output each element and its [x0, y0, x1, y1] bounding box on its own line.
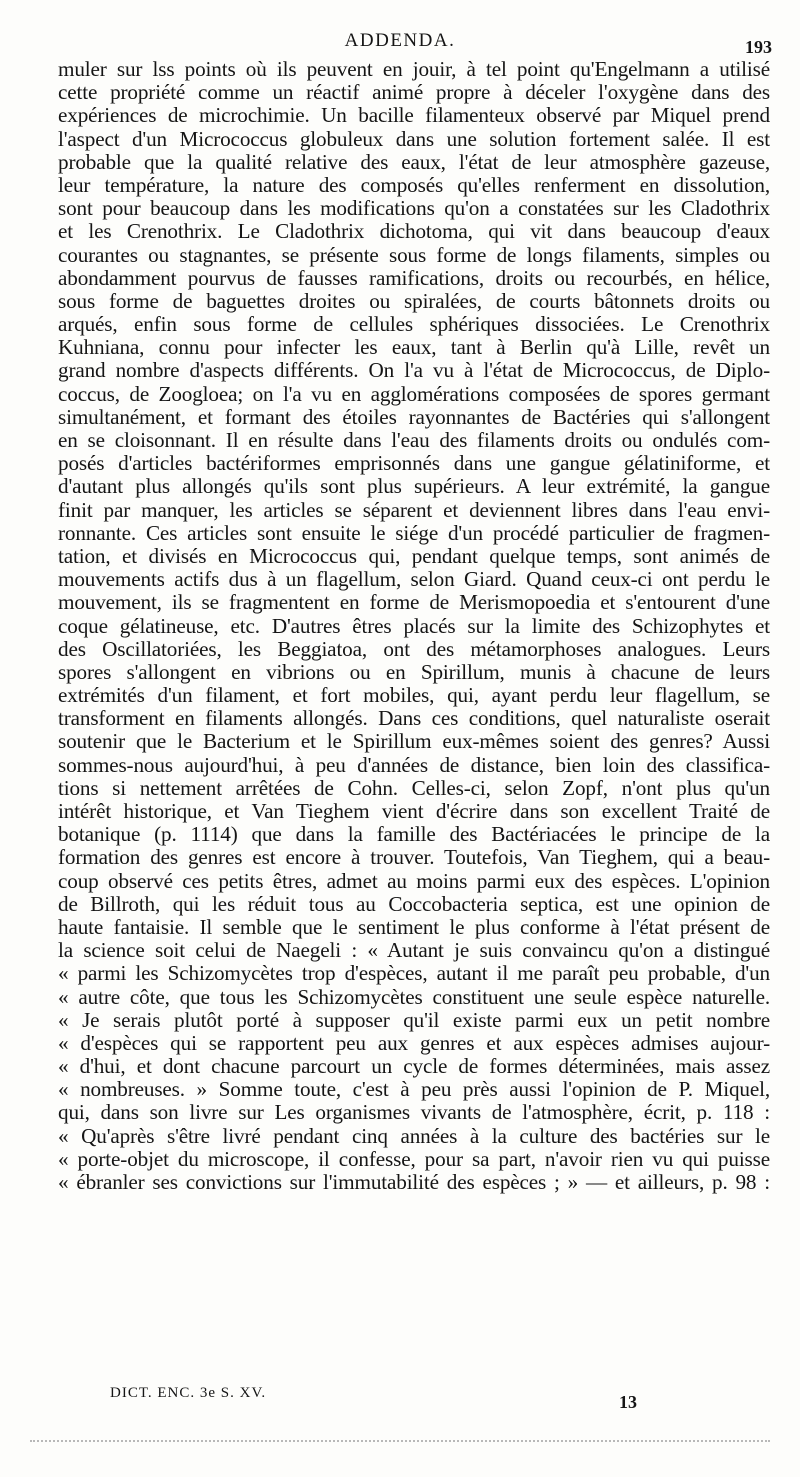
- text-line: et les Crenothrix. Le Cladothrix dichotoma, qui vit dans beaucoup d'eaux: [58, 220, 770, 244]
- text-line: mouvements actifs dus à un flagellum, selon Giard. Quand ceux-ci ont perdu le: [58, 568, 770, 592]
- text-line: « Qu'après s'être livré pendant cinq années à la culture des bactéries sur le: [58, 1124, 770, 1148]
- text-line: extrémités d'un filament, et fort mobiles, qui, ayant perdu leur flagellum, se: [58, 684, 770, 708]
- text-line: la science soit celui de Naegeli : « Autant je suis convaincu qu'on a distingué: [58, 939, 770, 963]
- text-line: d'autant plus allongés qu'ils sont plus supérieurs. A leur extrémité, la gangue: [58, 475, 770, 499]
- text-line: sommes-nous aujourd'hui, à peu d'années de distance, bien loin des classifica-: [58, 753, 770, 777]
- text-line: « d'espèces qui se rapportent peu aux genres et aux espèces admises aujour-: [58, 1031, 770, 1055]
- text-line: transforment en filaments allongés. Dans ces conditions, quel naturaliste oserait: [58, 707, 770, 731]
- text-line: « nombreuses. » Somme toute, c'est à peu près aussi l'opinion de P. Miquel,: [58, 1078, 770, 1102]
- text-line: coup observé ces petits êtres, admet au moins parmi eux des espèces. L'opinion: [58, 869, 770, 893]
- text-line: « autre côte, que tous les Schizomycètes constituent une seule espèce naturelle.: [58, 985, 770, 1009]
- text-line: spores s'allongent en vibrions ou en Spirillum, munis à chacune de leurs: [58, 660, 770, 684]
- text-line: « porte-objet du microscope, il confesse, pour sa part, n'avoir rien vu qui puisse: [58, 1147, 770, 1171]
- running-title: ADDENDA.: [344, 30, 456, 51]
- text-line: en se cloisonnant. Il en résulte dans l'eau des filaments droits ou ondulés com-: [58, 429, 770, 452]
- text-line: coccus, de Zoogloea; on l'a vu en agglomérations composées de spores germant: [58, 382, 770, 406]
- body-text: [58, 58, 770, 1194]
- bottom-dotted-rule: [30, 1440, 770, 1442]
- text-line: cette propriété comme un réactif animé propre à déceler l'oxygène dans des: [58, 81, 770, 105]
- text-line: ronnante. Ces articles sont ensuite le siége d'un procédé particulier de fragmen-: [58, 521, 770, 545]
- text-line: botanique (p. 1114) que dans la famille des Bactériacées le principe de la: [58, 823, 770, 847]
- text-line: « parmi les Schizomycètes trop d'espèces, autant il me paraît peu probable, d'un: [58, 962, 770, 986]
- text-line: de Billroth, qui les réduit tous au Coccobacteria septica, est une opinion de: [58, 892, 770, 916]
- text-line: finit par manquer, les articles se séparent et deviennent libres dans l'eau envi-: [58, 498, 770, 522]
- page-number: 193: [745, 37, 772, 57]
- text-line: sont pour beaucoup dans les modifications qu'on a constatées sur les Cladothrix: [58, 197, 770, 221]
- text-line: Kuhniana, connu pour infecter les eaux, tant à Berlin qu'à Lille, revêt un: [58, 336, 770, 360]
- text-line: mouvement, ils se fragmentent en forme de Merismopoedia et s'entourent d'une: [58, 591, 770, 615]
- text-line: « Je serais plutôt porté à supposer qu'il existe parmi eux un petit nombre: [58, 1008, 770, 1032]
- text-line: probable que la qualité relative des eaux, l'état de leur atmosphère gazeuse,: [58, 150, 770, 174]
- text-line: l'aspect d'un Micrococcus globuleux dans une solution fortement salée. Il est: [58, 127, 770, 151]
- text-line: coque gélatineuse, etc. D'autres êtres placés sur la limite des Schizophytes et: [58, 614, 770, 638]
- text-line: haute fantaisie. Il semble que le sentiment le plus conforme à l'état présent de: [58, 915, 770, 939]
- footer-signature: DICT. ENC. 3e S. XV.: [110, 1385, 267, 1401]
- text-line: soutenir que le Bacterium et le Spirillum eux-mêmes soient des genres? Aussi: [58, 730, 770, 754]
- text-line: leur température, la nature des composés qu'elles renferment en dissolution,: [58, 173, 770, 197]
- text-line: arqués, enfin sous forme de cellules sphériques dissociées. Le Crenothrix: [58, 313, 770, 337]
- text-line: tions si nettement arrêtées de Cohn. Celles-ci, selon Zopf, n'ont plus qu'un: [58, 776, 770, 800]
- text-line: courantes ou stagnantes, se présente sous forme de longs filaments, simples ou: [58, 243, 770, 267]
- text-line: muler sur lss points où ils peuvent en jouir, à tel point qu'Engelmann a utilisé: [58, 58, 770, 81]
- text-line: des Oscillatoriées, les Beggiatoa, ont des métamorphoses analogues. Leurs: [58, 637, 770, 661]
- text-line: sous forme de baguettes droites ou spiralées, de courts bâtonnets droits ou: [58, 289, 770, 313]
- text-line: expériences de microchimie. Un bacille filamenteux observé par Miquel prend: [58, 104, 770, 128]
- text-line: qui, dans son livre sur Les organismes vivants de l'atmosphère, écrit, p. 118 :: [58, 1101, 770, 1125]
- text-line: tation, et divisés en Micrococcus qui, pendant quelque temps, sont animés de: [58, 544, 770, 568]
- footer-sheet-number: 13: [619, 1392, 637, 1412]
- text-line: simultanément, et formant des étoiles rayonnantes de Bactéries qui s'allongent: [58, 405, 770, 429]
- text-line: « d'hui, et dont chacune parcourt un cycle de formes déterminées, mais assez: [58, 1055, 770, 1079]
- text-line: formation des genres est encore à trouver. Toutefois, Van Tieghem, qui a beau-: [58, 846, 770, 870]
- text-line: « ébranler ses convictions sur l'immutabilité des espèces ; » — et ailleurs, p. 98 :: [58, 1171, 770, 1194]
- text-line: intérêt historique, et Van Tieghem vient d'écrire dans son excellent Traité de: [58, 800, 770, 823]
- text-line: grand nombre d'aspects différents. On l'a vu à l'état de Micrococcus, de Diplo-: [58, 359, 770, 383]
- text-line: abondamment pourvus de fausses ramifications, droits ou recourbés, en hélice,: [58, 266, 770, 290]
- text-line: posés d'articles bactériformes emprisonnés dans une gangue gélatiniforme, et: [58, 452, 770, 476]
